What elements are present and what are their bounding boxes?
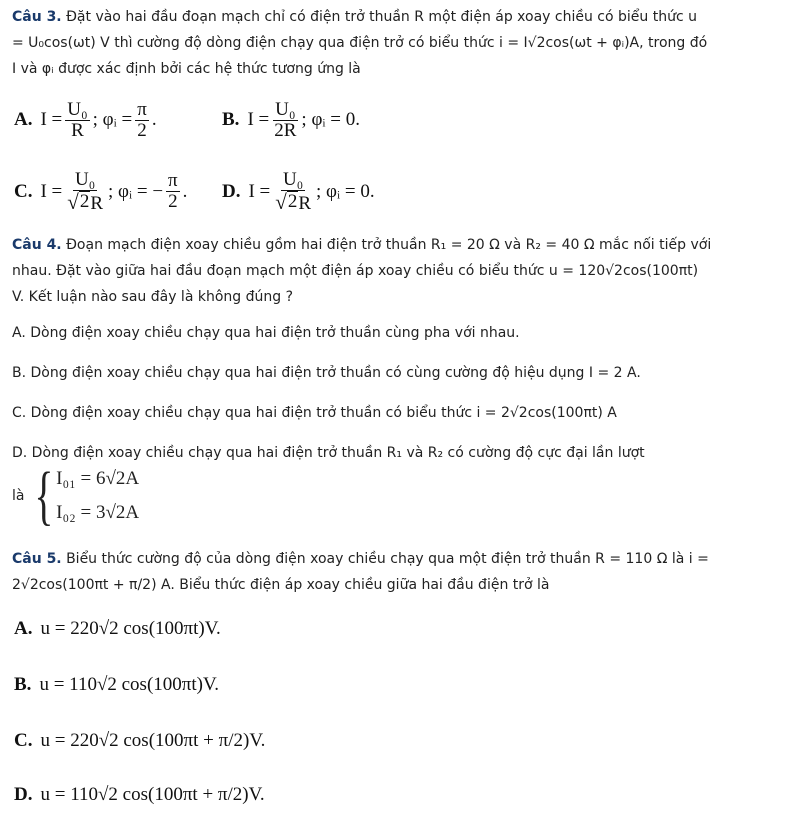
question-4-text: Đoạn mạch điện xoay chiều gồm hai điện trở thuần R₁ = 20 Ω và R₂ = 40 Ω mắc nối tiếp với nhau. Đặt vào giữa hai đầu đoạn mạch một điện áp xoay chiều có biểu thức u = 120√2cos(100πt) V. Kết luận nào sau đây là không đúng ? [12,237,712,305]
question-4-label: Câu 4. [12,237,62,253]
q4-option-c[interactable]: C. Dòng điện xoay chiều chạy qua hai điện trở thuần có biểu thức i = 2√2cos(100πt) A [12,405,617,421]
q3-option-d[interactable] [222,170,375,214]
q3-option-c-letter: C. [14,180,33,202]
q4-option-b[interactable]: B. Dòng điện xoay chiều chạy qua hai điện trở thuần có cùng cường độ hiệu dụng I = 2 A. [12,365,641,381]
q4-option-a[interactable]: A. Dòng điện xoay chiều chạy qua hai điện trở thuần cùng pha với nhau. [12,325,520,341]
q5-option-b-letter: B. [14,674,32,695]
q3-option-b-lhs: I = [247,109,270,131]
q3-option-c-fraction: U₀ √ 2 R [67,169,103,214]
q3-option-a-fraction2: $\frac{\pi}{2}$ [137,99,147,141]
q3-option-a-letter: A. [14,109,33,131]
q5-option-c[interactable] [14,730,265,752]
q5-option-d[interactable] [14,784,265,806]
question-5-label: Câu 5. [12,551,62,567]
q5-option-a-expr: u = 220√2 cos(100πt)V. [40,618,221,639]
q5-option-a[interactable] [14,618,221,640]
q5-option-b[interactable] [14,674,219,696]
q3-option-a-phi: ; φᵢ = [92,109,133,131]
q3-option-c-phi: ; φᵢ = − [108,180,164,202]
q5-option-d-letter: D. [14,784,33,805]
question-3-text: Đặt vào hai đầu đoạn mạch chỉ có điện trở thuần R một điện áp xoay chiều có biểu thức u = U₀cos(ωt) V thì cường độ dòng điện chạy qua điện trở có biểu thức i = I√2cos(ωt + φᵢ)A, trong đó I và φᵢ được xác định bởi các hệ thức tương ứng là [12,9,708,77]
q3-option-b-phi: ; φᵢ = 0. [301,109,360,131]
q3-option-b[interactable] [222,100,360,141]
q4-option-d-system [12,459,140,532]
q4-system-line-1: I₀₁ = 6√2A [56,468,140,489]
q3-option-b-letter: B. [222,109,240,131]
q5-option-a-letter: A. [14,618,33,639]
question-5 [12,546,712,598]
q3-option-a[interactable]: A. I = $\frac{\text{U₀}}{R}$ ; φᵢ = $\frac{\pi}{2}$ . [14,99,157,141]
brace-icon: { [34,459,54,532]
q3-option-c-lhs: I = [40,180,63,202]
question-3 [12,4,712,82]
q5-option-c-letter: C. [14,730,33,751]
q3-option-d-fraction: U₀ √ 2 R [275,169,311,214]
q4-system-line-2: I₀₂ = 3√2A [56,502,140,523]
q4-option-d[interactable]: D. Dòng điện xoay chiều chạy qua hai điện trở thuần R₁ và R₂ có cường độ cực đại lần lượt [12,445,645,461]
q3-option-c[interactable]: C. I = U₀ √ 2 R ; φᵢ = − $\frac{\pi}{2}$ . [14,169,188,214]
question-3-label: Câu 3. [12,9,62,25]
q3-option-a-lhs: I = [40,109,63,131]
question-4 [12,232,712,310]
q3-option-d-lhs: I = [248,180,271,202]
q3-option-d-letter: D. [222,180,241,202]
q3-option-c-fraction2: $\frac{\pi}{2}$ [168,170,178,213]
q4-la: là [12,488,25,504]
q3-option-b-fraction: $\frac{\text{U₀}}{2R}$ [274,99,297,141]
q3-option-d-phi: ; φᵢ = 0. [316,180,375,202]
q3-option-a-fraction: $\frac{\text{U₀}}{R}$ [67,99,88,141]
q5-option-c-expr: u = 220√2 cos(100πt + π/2)V. [40,730,266,751]
question-5-text: Biểu thức cường độ của dòng điện xoay chiều chạy qua một điện trở thuần R = 110 Ω là i = 2√2cos(100πt + π/2) A. Biểu thức điện áp xoay chiều giữa hai đầu điện trở là [12,551,709,593]
q5-option-b-expr: u = 110√2 cos(100πt)V. [39,674,220,695]
q5-option-d-expr: u = 110√2 cos(100πt + π/2)V. [40,784,265,805]
